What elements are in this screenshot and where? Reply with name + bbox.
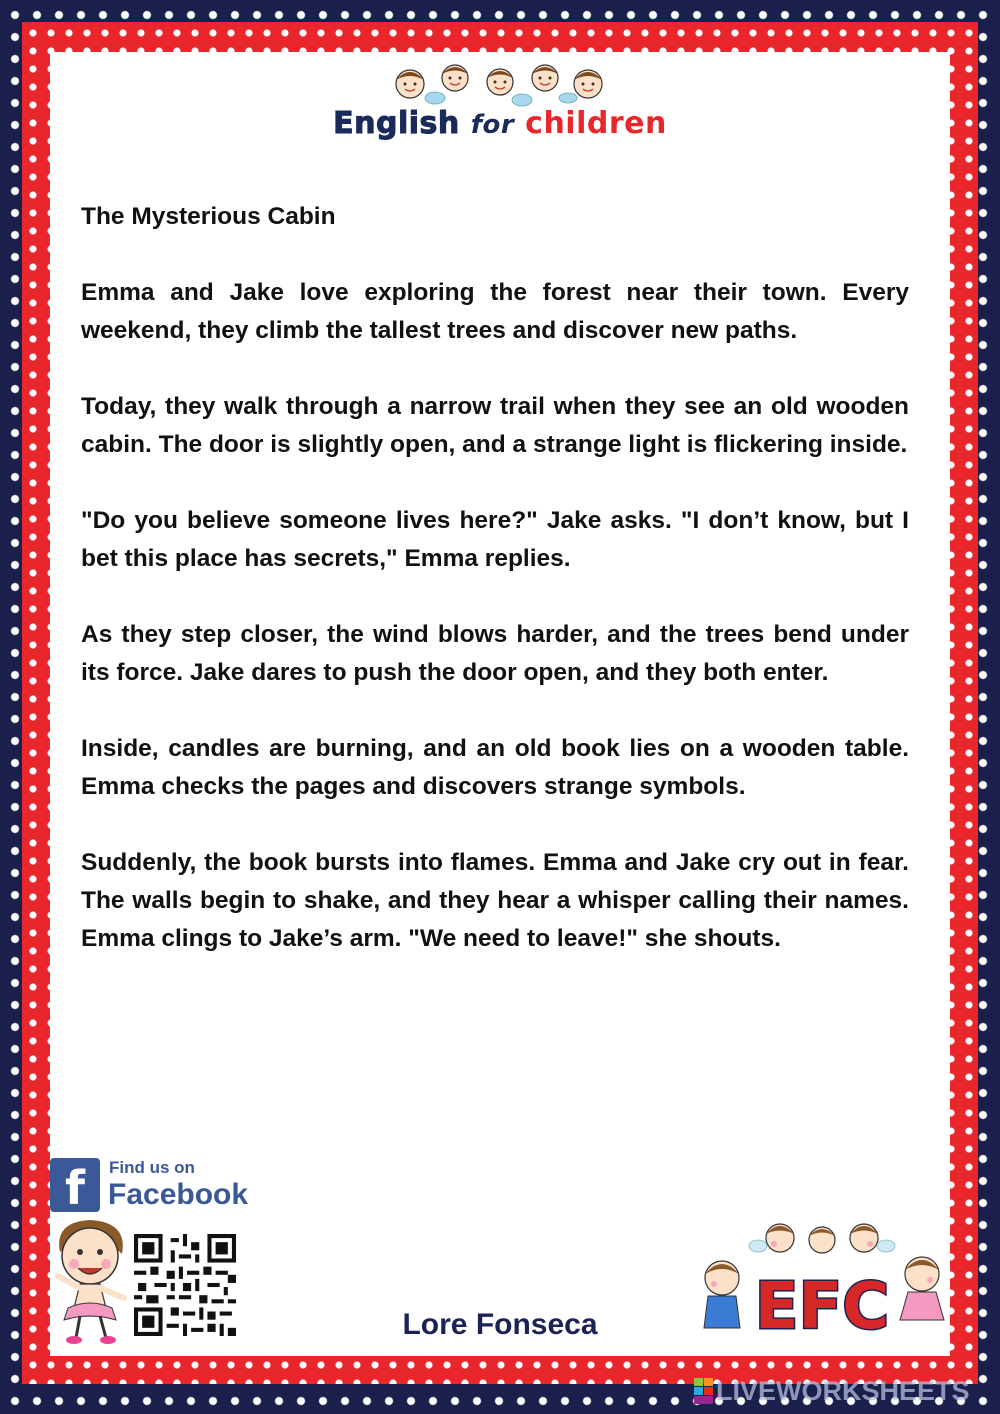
efc-logo-text: EFC — [754, 1270, 890, 1344]
story-paragraph: Suddenly, the book bursts into flames. Emma and Jake cry out in fear. The walls begin to shake, and they hear a whisper calling their names. Emma clings to Jake’s arm. "We need to leave!" she shouts. — [81, 849, 909, 952]
story-paragraph: As they step closer, the wind blows harder, and the trees bend under its force. Jake dares to push the door open, and they both enter. — [81, 621, 909, 686]
logo-for: for — [470, 110, 515, 140]
logo-children: children — [525, 106, 667, 141]
logo-english: English — [333, 106, 460, 141]
story-paragraph: Today, they walk through a narrow trail when they see an old wooden cabin. The door is slightly open, and a strange light is flickering inside. — [81, 393, 909, 458]
story-content — [81, 198, 909, 996]
liveworksheets-logo-icon — [694, 1378, 714, 1404]
story-title: The Mysterious Cabin — [81, 203, 336, 230]
qr-code-icon — [134, 1234, 236, 1336]
site-logo — [50, 106, 950, 141]
facebook-find-label: Find us on — [109, 1158, 195, 1177]
kids-illustration-icon — [380, 58, 620, 108]
facebook-icon: f — [50, 1158, 100, 1212]
story-paragraph: Emma and Jake love exploring the forest near their town. Every weekend, they climb the tallest trees and discover new paths. — [81, 279, 909, 344]
watermark-text: LIVEWORKSHEETS — [716, 1376, 970, 1406]
liveworksheets-watermark — [690, 1376, 990, 1406]
girl-illustration-icon — [50, 1212, 142, 1346]
story-paragraph: "Do you believe someone lives here?" Jake asks. "I don’t know, but I bet this place has secrets," Emma replies. — [81, 507, 909, 572]
facebook-link[interactable] — [50, 1158, 260, 1214]
author-name: Lore Fonseca — [402, 1308, 598, 1341]
efc-logo-icon — [694, 1216, 950, 1346]
header — [50, 58, 950, 158]
facebook-name-label: Facebook — [108, 1178, 249, 1211]
worksheet-page — [50, 52, 950, 1356]
story-paragraph: Inside, candles are burning, and an old book lies on a wooden table. Emma checks the pages and discovers strange symbols. — [81, 735, 909, 800]
